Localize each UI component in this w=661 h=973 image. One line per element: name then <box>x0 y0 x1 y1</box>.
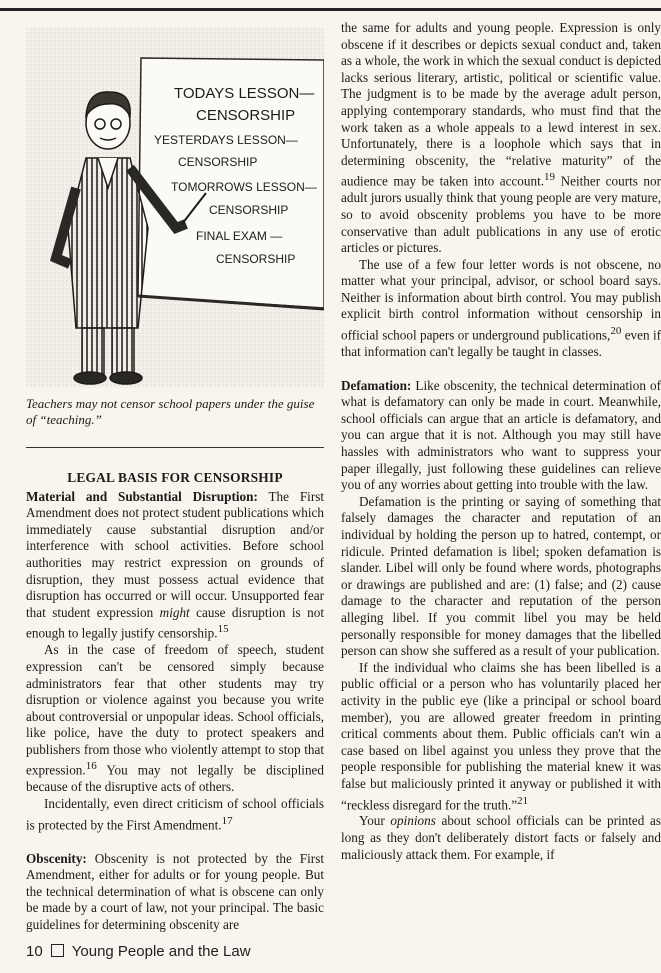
square-icon <box>51 944 64 957</box>
footnote-ref: 20 <box>610 325 622 338</box>
disruption-paragraph <box>26 489 324 643</box>
obscenity-paragraph <box>26 851 324 934</box>
paragraph <box>341 20 661 257</box>
obscenity-text: Obscenity is not protected by the First Amendment, either for adults or for young people. But the technical determination of what is obscene can only be made by a court of law, not your principal. The basic guidelines for determining obscenity are <box>26 850 324 933</box>
footnote-ref: 17 <box>221 814 233 827</box>
paragraph-text: The use of a few four letter words is not obscene, no matter what your principal, advisor, or school board says. Neither is information about birth control. You may publish explicit birth control information without censorship in official school papers or underground publications, <box>341 256 661 343</box>
board-line-3: YESTERDAYS LESSON— <box>154 133 298 147</box>
paragraph-text: even if that information can't legally be taught in classes. <box>341 327 661 360</box>
spacer <box>26 834 324 851</box>
paragraph <box>341 660 661 814</box>
paragraph <box>341 257 661 361</box>
obscenity-heading: Obscenity: <box>26 850 87 866</box>
board-line-5: TOMORROWS LESSON— <box>171 180 317 194</box>
footnote-ref: 21 <box>517 794 529 807</box>
board-line-2: CENSORSHIP <box>196 107 296 124</box>
page-number: 10 <box>26 943 43 960</box>
board-line-4: CENSORSHIP <box>178 155 258 169</box>
illustration-svg <box>26 28 324 388</box>
section-divider <box>26 447 324 448</box>
paragraph <box>341 813 661 863</box>
defamation-text: Like obscenity, the technical determination of what is defamatory can only be made in court. Meanwhile, school officials can argue that an article is defamatory, and you can argue that it is not. Although you may still have hassles with administrators who want to suppress your paper illegally, just following these guidelines can relieve you of any worries about getting into trouble with the law. <box>341 377 661 493</box>
board-line-8: CENSORSHIP <box>216 252 296 266</box>
paragraph <box>26 796 324 834</box>
disruption-heading: Material and Substantial Disruption: <box>26 488 258 504</box>
disruption-emphasis: might <box>159 604 190 620</box>
board-line-1: TODAYS LESSON— <box>174 85 315 102</box>
disruption-text-2: cause disruption is not enough to legally justify censorship. <box>26 604 324 641</box>
paragraph-text: If the individual who claims she has been libelled is a public official or a person who has voluntarily placed her activity in the public eye (like a principal or school board member), you are allowed greater freedom in printing critical comments about them. Public officials can't win a case based on libel against you unless they prove that the people responsible for publishing the material knew it was false but maliciously printed it anyway or published it with “reckless disregard for the truth.” <box>341 659 661 812</box>
left-column <box>26 28 324 934</box>
paragraph-text: Incidentally, even direct criticism of school officials is protected by the First Amendment. <box>26 796 324 833</box>
paragraph: Defamation is the printing or saying of something that falsely damages the character and reputation of an individual by holding the person up to hatred, contempt, or ridicule. Printed defamation is libel; spoken defamation is slander. Libel will only be found where words, photographs or drawings are published and are: (1) false; and (2) cause damage to the character and reputation of the person alleging libel. If you commit libel you may be held personally responsible for money damages that the libelled person can show she suffered as a result of your publication. <box>341 493 661 659</box>
right-column <box>341 20 661 863</box>
board-line-6: CENSORSHIP <box>209 203 289 217</box>
paragraph-emphasis: opinions <box>390 813 436 829</box>
defamation-heading: Defamation: <box>341 377 412 393</box>
footnote-ref: 16 <box>85 760 97 773</box>
footnote-ref: 19 <box>544 171 556 184</box>
top-rule <box>0 8 661 11</box>
paragraph-text: You may not legally be disciplined because of the disruptive acts of others. <box>26 762 324 795</box>
paragraph <box>26 642 324 796</box>
disruption-text-1: The First Amendment does not protect student publications which immediately cause substantial disruption and/or interference with school activities. Before school authorities may restrict expression on grounds of disruption, they must possess actual evidence that disruption has occurred or will occur. Unsupported fear that student expression <box>26 488 325 620</box>
paragraph-text: As in the case of freedom of speech, student expression can't be censored simply because administrators fear that other students may try disruption or violence against you because you write about controversial or unpopular ideas. School officials, like police, have the duty to protect speakers and publishers from those who violently attempt to stop that expression. <box>26 642 324 778</box>
paragraph-text: Neither courts nor adult jurors usually think that young people are very mature, so to avoid obscenity problems you have to be more conservative than adult publications in any use of erotic articles or pictures. <box>341 173 661 256</box>
figure-caption: Teachers may not censor school papers under the guise of “teaching.” <box>26 396 315 427</box>
paragraph-text: about school officials can be printed as long as they don't deliberately distort facts or falsely and maliciously attack them. For example, if <box>341 813 661 862</box>
defamation-paragraph <box>341 378 661 494</box>
page-footer <box>26 943 251 960</box>
paragraph-text: the same for adults and young people. Expression is only obscene if it describes or depicts sexual conduct and, taken as a whole, the work in which the sexual conduct is depicted lacks serious literary, artistic, political or scientific value. The judgment is to be made by the average adult person, applying contemporary standards, who must find that the work taken as a whole appeals to a lewd interest in sex. Unfortunately, there is a loophole which says that in determining obscenity, the “relative maturity” of the audience may be taken into account. <box>341 20 661 189</box>
teacher-illustration <box>26 28 324 388</box>
board-line-7: FINAL EXAM — <box>196 229 283 243</box>
section-title: LEGAL BASIS FOR CENSORSHIP <box>67 470 283 485</box>
book-title: Young People and the Law <box>71 943 251 960</box>
spacer <box>341 361 661 378</box>
paragraph-text: Your <box>359 813 391 829</box>
footnote-ref: 15 <box>217 623 229 636</box>
